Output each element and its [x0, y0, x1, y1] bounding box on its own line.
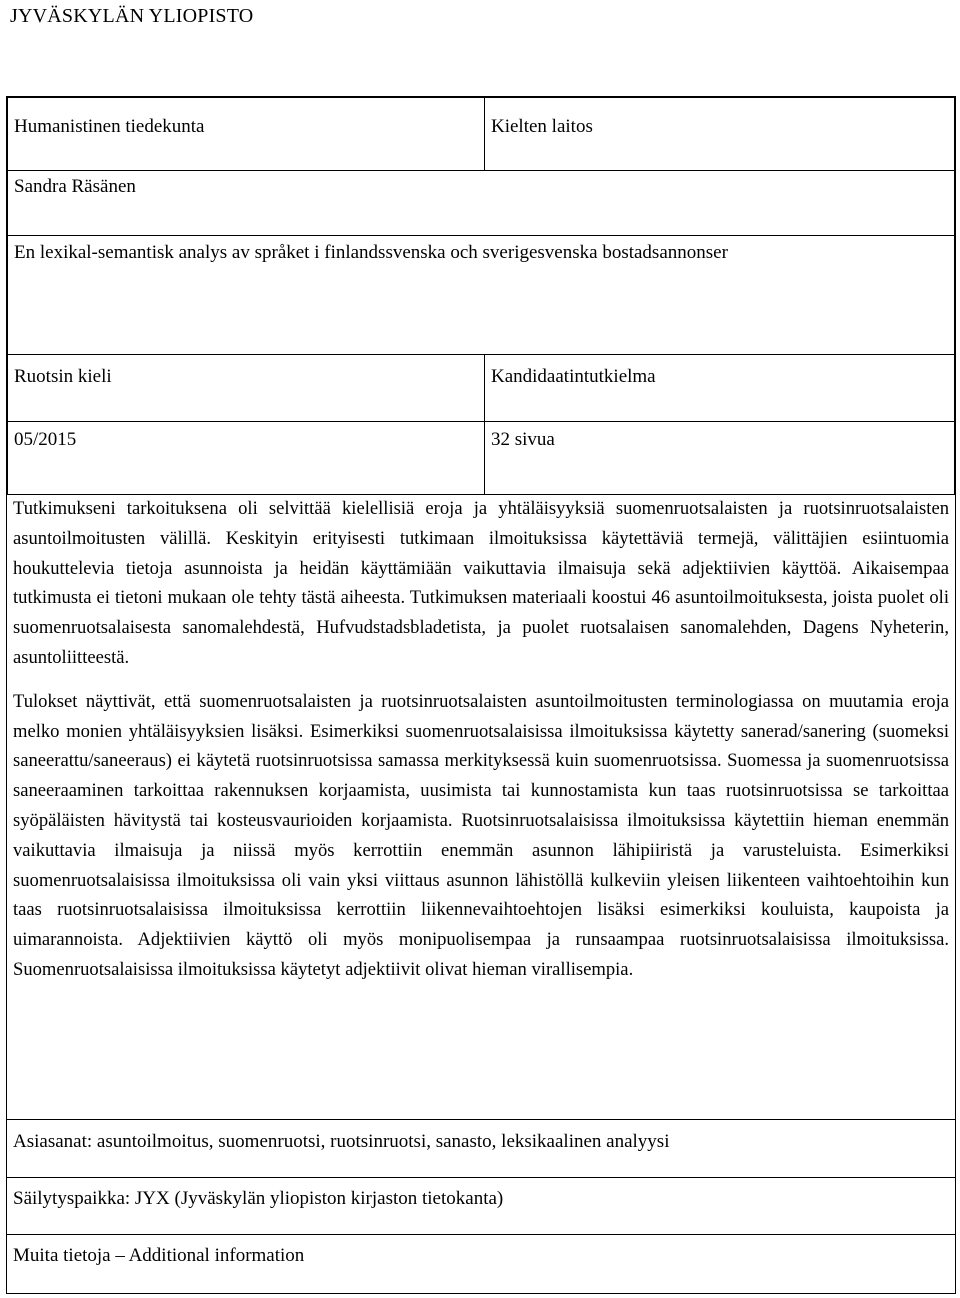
abstract-section	[7, 494, 955, 1120]
level-cell	[484, 354, 955, 422]
additional-information: Muita tietoja – Additional information	[13, 1245, 305, 1266]
abstract-paragraph-2: Tulokset näyttivät, että suomenruotsalaisten ja ruotsinruotsalaisten asuntoilmoitusten terminologiassa on muutamia eroja melko monien yhtäläisyyksien lisäksi. Esimerkiksi suomenruotsalaisissa ilmoituksissa käytetty sanerad/sanering (suomeksi saneerattu/saneeraus) ei käytetä ruotsinruotsissa samassa merkityksessä kuin suomenruotsissa. Suomessa ja suomenruotsissa saneeraaminen tarkoittaa rakennuksen korjaamista, uusimista tai kunnostamista kun taas ruotsinruotsissa se tarkoittaa syöpäläisten hävitystä tai kosteusvaurioiden korjaamista. Ruotsinruotsalaisissa ilmoituksissa käytettiin hieman enemmän vaikuttavia ilmaisuja ja niissä myös kerrottiin enemmän asunnon lähipiiristä ja varusteluista. Esimerkiksi suomenruotsalaisissa ilmoituksissa oli vain yksi viittaus asunnon lähistöllä kulkeviin yleisen liikenteen vaihtoehtoihin kun taas ruotsinruotsalaisissa ilmoituksissa kerrottiin liikennevaihtoehtojen lisäksi esimerkiksi kouluista, kaupoista ja uimarannoista. Adjektiivien käyttö oli myös monipuolisempaa ja runsaampaa ruotsinruotsalaisissa ilmoituksissa. Suomenruotsalaisissa ilmoituksissa käytetyt adjektiivit olivat hieman virallisempia.	[13, 690, 949, 980]
pages-value: 32 sivua	[491, 429, 555, 450]
level-value: Kandidaatintutkielma	[491, 366, 656, 387]
divider	[7, 1177, 955, 1178]
faculty-value: Humanistinen tiedekunta	[14, 116, 205, 137]
author-value: Sandra Räsänen	[14, 176, 136, 197]
divider	[7, 1234, 955, 1235]
date-cell	[7, 421, 485, 495]
subject-value: Ruotsin kieli	[14, 366, 112, 387]
department-value: Kielten laitos	[491, 116, 593, 137]
date-value: 05/2015	[14, 429, 77, 450]
keywords: Asiasanat: asuntoilmoitus, suomenruotsi, ruotsinruotsi, sanasto, leksikaalinen analyysi	[13, 1131, 670, 1152]
title-value: En lexikal-semantisk analys av språket i finlandssvenska och sverigesvenska bostadsannonser	[14, 242, 728, 263]
faculty-cell	[7, 97, 485, 171]
university-name: JYVÄSKYLÄN YLIOPISTO	[10, 5, 254, 27]
title-cell	[7, 235, 955, 355]
pages-cell	[484, 421, 955, 495]
department-cell	[484, 97, 955, 171]
repository: Säilytyspaikka: JYX (Jyväskylän yliopiston kirjaston tietokanta)	[13, 1188, 504, 1209]
abstract-form	[6, 96, 956, 1294]
subject-cell	[7, 354, 485, 422]
abstract-paragraph-1: Tutkimukseni tarkoituksena oli selvittää kielellisiä eroja ja yhtäläisyyksiä suomenruotsalaisten ja ruotsinruotsalaisten asuntoilmoitusten välillä. Keskityin erityisesti tutkimaan ilmoituksissa käytettäviä termejä, välittäjien esiintuomia houkuttelevia tietoja asunnoista ja heidän käyttämiään vaikuttavia ilmaisuja sekä adjektiivien käyttöä. Aikaisempaa tutkimusta ei tietoni mukaan ole tehty tästä aiheesta. Tutkimuksen materiaali koostui 46 asuntoilmoituksesta, joista puolet oli suomenruotsalaisesta sanomalehdestä, Hufvudstadsbladetista, ja puolet ruotsalaisen sanomalehden, Dagens Nyheterin, asuntoliitteestä.	[13, 498, 949, 668]
author-cell	[7, 170, 955, 236]
